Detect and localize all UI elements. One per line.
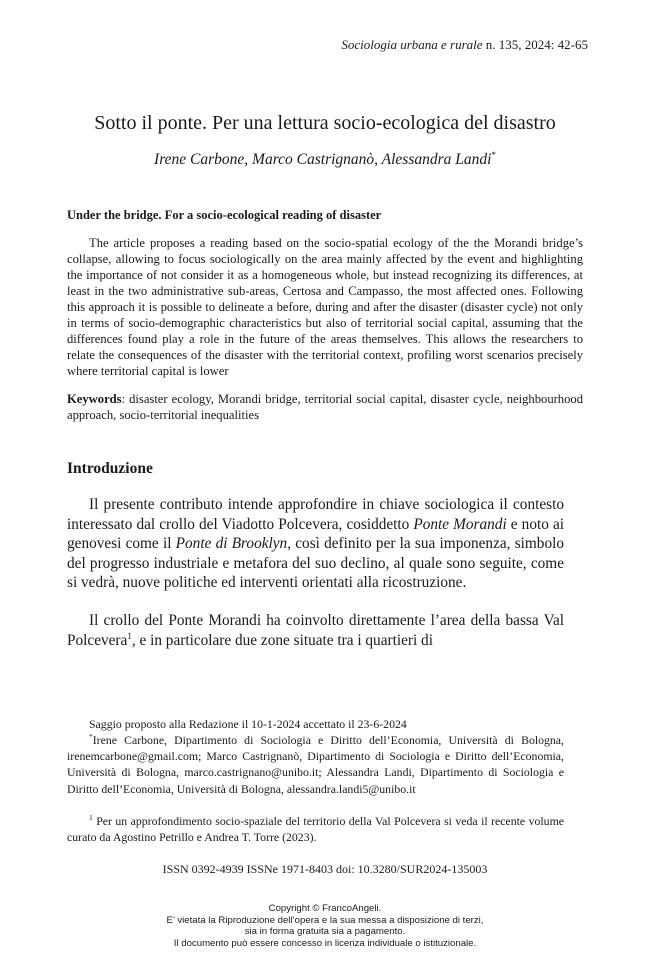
p2-text-b: , e in particolare due zone situate tra i quartieri di — [131, 631, 433, 649]
copyright-line-3: sia in forma gratuita sia a pagamento. — [244, 926, 406, 937]
section-heading: Introduzione — [67, 460, 153, 477]
author-footnote-mark: * — [491, 150, 496, 160]
p1-text-e: così definito per la sua imponenza, simbolo del progresso industriale e metafora del suo declino, al quale sono seguite, come si vedrà, nuove politiche ed interventi orientati alla ricostruzione. — [67, 535, 564, 591]
footnote-ref-1: 1 — [127, 630, 132, 641]
issn-doi-line: ISSN 0392-4939 ISSNe 1971-8403 doi: 10.3280/SUR2024-135003 — [162, 862, 488, 876]
author-affiliations — [67, 732, 564, 797]
journal-name: Sociologia urbana e rurale — [341, 37, 483, 52]
body-paragraph-2 — [67, 611, 564, 650]
p1-italic-ponte-morandi: Ponte Morandi — [413, 515, 507, 533]
footnote-1-mark: 1 — [89, 813, 93, 823]
footnote-1-text: Per un approfondimento socio-spaziale del territorio della Val Polcevera si veda il recente volume curato da Agostino Petrillo e Andrea T. Torre (2023). — [67, 814, 564, 845]
author-names: Irene Carbone, Marco Castrignanò, Alessandra Landi — [154, 151, 492, 169]
abstract: The article proposes a reading based on the socio-spatial ecology of the the Morandi bridge’s collapse, allowing to focus sociologically on the area mainly affected by the event and highlighting the importance of not consider it as a homogeneous whole, but instead recognizing its differences, at least in the two administrative sub-areas, Certosa and Campasso, the most affected ones. Following this approach it is possible to delineate a before, during and after the disaster (disaster cycle) not only in terms of socio-demographic characteristics but also of territorial social capital, assuming that the differences found play a role in the future of the areas themselves. This allows the researchers to relate the consequences of the disaster with the territorial context, profiling worst scenarios precisely where territorial capital is lower — [67, 236, 583, 378]
keywords-list: : disaster ecology, Morandi bridge, territorial social capital, disaster cycle, neighbourhood approach, socio-territorial inequalities — [67, 392, 583, 422]
p1-text-c: e noto ai genovesi come il — [67, 515, 564, 552]
copyright-line-2: E’ vietata la Riproduzione dell’opera e la sua messa a disposizione di terzi, — [166, 914, 484, 926]
body-paragraph-1 — [67, 495, 564, 593]
journal-issue: n. 135, 2024: 42-65 — [482, 37, 588, 52]
p1-text-a: Il presente contributo intende approfondire in chiave sociologica il contesto interessato dal crollo del Viadotto Polcevera, cosiddetto — [67, 496, 564, 533]
article-authors — [0, 150, 650, 169]
keywords — [67, 391, 583, 423]
english-title: Under the bridge. For a socio-ecological reading of disaster — [67, 208, 382, 222]
p2-text-a: Il crollo del Ponte Morandi ha coinvolto direttamente l’area della bassa Val Polcevera — [67, 612, 564, 649]
article-title: Sotto il ponte. Per una lettura socio-ecologica del disastro — [94, 112, 556, 134]
copyright-line-1: Copyright © FrancoAngeli. — [268, 903, 382, 914]
author-affiliation-mark: * — [89, 732, 93, 742]
author-affiliation-text: Irene Carbone, Dipartimento di Sociologia e Diritto dell’Economia, Università di Bologna, irenemcarbone@gmail.com; Marco Castrignanò, Dipartimento di Sociologia e Diritto dell’Economia, Università di Bologna, marco.castrignano@unibo.it; Alessandra Landi, Dipartimento di Sociologia e Diritto dell’Economia, Università di Bologna, alessandra.landi5@unibo.it — [67, 733, 564, 796]
copyright-notice — [0, 903, 650, 949]
p1-italic-ponte-brooklyn: Ponte di Brooklyn, — [175, 535, 292, 552]
copyright-line-4: Il documento può essere concesso in licenza individuale o istituzionale. — [173, 937, 477, 949]
keywords-label: Keywords — [67, 392, 122, 406]
submission-dates: Saggio proposto alla Redazione il 10-1-2024 accettato il 23-6-2024 — [89, 717, 407, 731]
journal-citation — [341, 37, 588, 53]
footnote-1 — [67, 813, 564, 845]
